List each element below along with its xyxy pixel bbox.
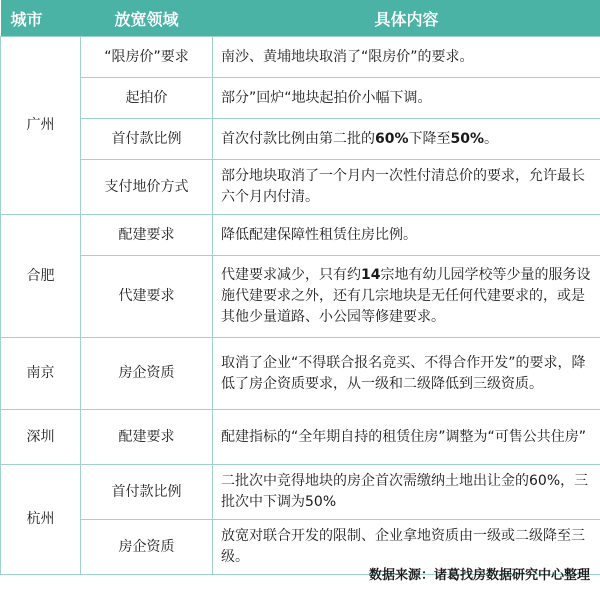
highlight-number: 50% (450, 130, 485, 147)
content-cell: 配建指标的“全年期自持的租赁住房”调整为“可售公共住房” (213, 410, 600, 465)
content-text: 下降至 (408, 130, 451, 147)
area-cell: “限房价”要求 (81, 37, 213, 78)
area-cell: 代建要求 (81, 256, 213, 338)
table-row (1, 215, 600, 256)
content-text: 首次付款比例由第二批的 (221, 130, 375, 147)
city-guangzhou: 广州 (1, 37, 81, 215)
table-row (1, 256, 600, 338)
table-header-row (1, 0, 600, 37)
city-nanjing: 南京 (1, 338, 81, 410)
content-cell: 南沙、黄埔地块取消了“限房价”的要求。 (213, 37, 600, 78)
area-cell: 房企资质 (81, 338, 213, 410)
content-cell: 降低配建保障性租赁住房比例。 (213, 215, 600, 256)
content-cell (213, 256, 600, 338)
header-city: 城市 (1, 0, 81, 37)
table-row (1, 37, 600, 78)
content-cell: 放宽对联合开发的限制、企业拿地资质由一级或二级降至三级。 (213, 520, 600, 575)
content-cell: 部分地块取消了一个月内一次性付清总价的要求，允许最长六个月内付清。 (213, 160, 600, 215)
area-cell: 首付款比例 (81, 119, 213, 160)
table-row (1, 410, 600, 465)
content-text: 。 (484, 130, 499, 147)
content-text: 代建要求减少，只有约 (221, 267, 361, 283)
content-cell: 二批次中竞得地块的房企首次需缴纳土地出让金的60%，三批次中下调为50% (213, 465, 600, 520)
header-content: 具体内容 (213, 0, 600, 37)
table-row (1, 78, 600, 119)
content-cell: 取消了企业“不得联合报名竞买、不得合作开发”的要求，降低了房企资质要求，从一级和二级降低到三级资质。 (213, 338, 600, 410)
table-row (1, 119, 600, 160)
content-cell (213, 119, 600, 160)
table-row (1, 160, 600, 215)
area-cell: 首付款比例 (81, 465, 213, 520)
highlight-number: 60% (375, 130, 409, 147)
table-row (1, 338, 600, 410)
area-cell: 配建要求 (81, 215, 213, 256)
area-cell: 支付地价方式 (81, 160, 213, 215)
area-cell: 房企资质 (81, 520, 213, 575)
header-area: 放宽领域 (81, 0, 213, 37)
content-text: 宗地有幼儿园学校等少量的服务设施代建要求之外，还有几宗地块是无任何代建要求的，或是其他少量道路、小公园等修建要求。 (221, 267, 591, 325)
city-shenzhen: 深圳 (1, 410, 81, 465)
city-hefei: 合肥 (1, 215, 81, 338)
city-hangzhou: 杭州 (1, 465, 81, 575)
content-cell: 部分”回炉“地块起拍价小幅下调。 (213, 78, 600, 119)
area-cell: 起拍价 (81, 78, 213, 119)
source-note: 数据来源：诸葛找房数据研究中心整理 (368, 568, 590, 583)
area-cell: 配建要求 (81, 410, 213, 465)
highlight-number: 14 (361, 267, 381, 283)
table-row (1, 465, 600, 520)
